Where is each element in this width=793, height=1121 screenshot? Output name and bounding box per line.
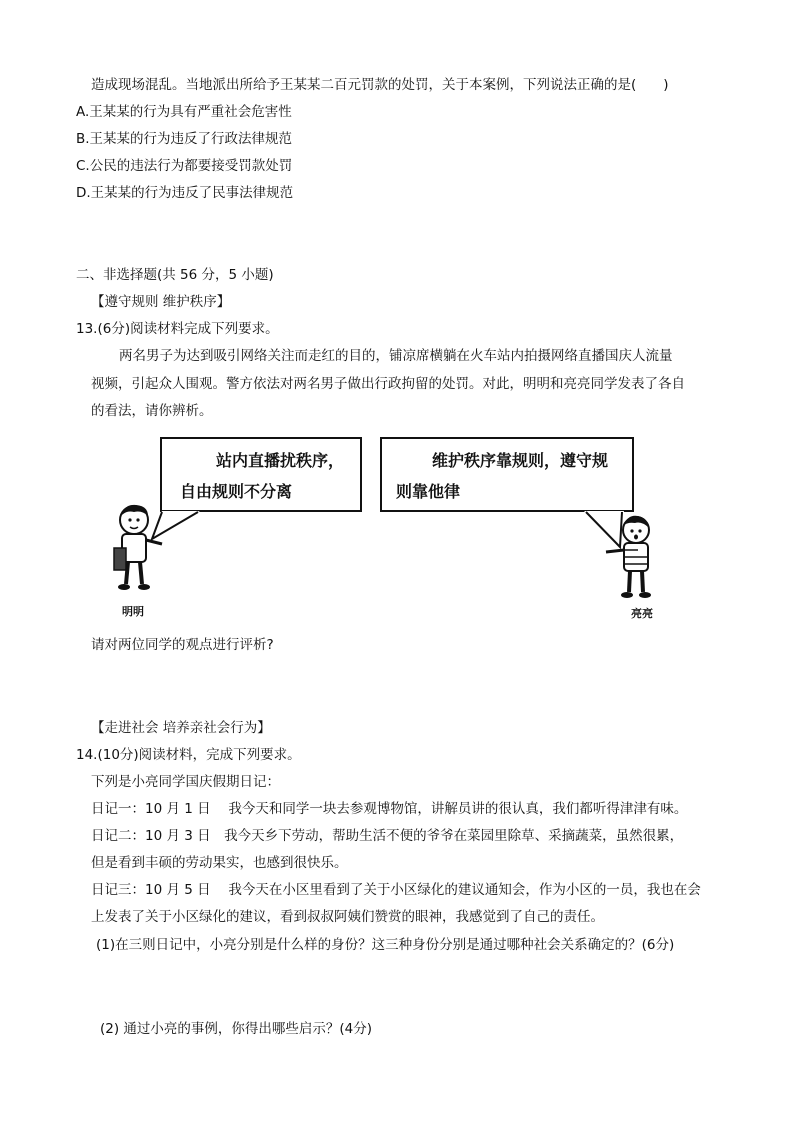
q12-option-d[interactable]: D.王某某的行为违反了民事法律规范 (76, 185, 294, 201)
q14-diary-3-cont: 上发表了关于小区绿化的建议，看到叔叔阿姨们赞赏的眼神，我感觉到了自己的责任。 (91, 909, 604, 925)
q14-sub-question-2: (2) 通过小亮的事例，你得出哪些启示？(4分) (100, 1021, 373, 1037)
speech-bubble-left (160, 437, 362, 512)
q14-diary-3: 日记三：10 月 5 日 我今天在小区里看到了关于小区绿化的建议通知会，作为小区的一员，我也在会 (91, 882, 701, 898)
q13-material-line-3: 的看法，请你辨析。 (91, 403, 213, 419)
q14-sub-question-1: (1)在三则日记中，小亮分别是什么样的身份？这三种身份分别是通过哪种社会关系确定的？(6分) (96, 937, 675, 953)
bubble-left-line-2: 自由规则不分离 (180, 482, 293, 501)
section-title: 二、非选择题(共 56 分，5 小题) (76, 267, 274, 283)
bubble-right-line-2: 则靠他律 (396, 482, 461, 501)
q12-option-b[interactable]: B.王某某的行为违反了行政法律规范 (76, 131, 293, 147)
q12-stem: 造成现场混乱。当地派出所给予王某某二百元罚款的处罚，关于本案例，下列说法正确的是( ) (91, 77, 669, 93)
name-label-left: 明明 (122, 605, 144, 618)
q14-diary-2: 日记二：10 月 3 日 我今天乡下劳动，帮助生活不便的爷爷在菜园里除草、采摘蔬菜，虽然很累， (91, 828, 684, 844)
bubble-right-line-1: 维护秩序靠规则，遵守规 (432, 451, 609, 470)
q14-intro: 下列是小亮同学国庆假期日记： (91, 774, 280, 790)
name-label-right: 亮亮 (631, 607, 653, 620)
q14-theme: 【走进社会 培养亲社会行为】 (91, 720, 271, 736)
q13-question: 请对两位同学的观点进行评析? (91, 637, 274, 653)
boy-right-illustration (600, 510, 670, 605)
q12-option-c[interactable]: C.公民的违法行为都要接受罚款处罚 (76, 158, 293, 174)
speech-bubble-right (380, 437, 634, 512)
q13-material-line-2: 视频，引起众人围观。警方依法对两名男子做出行政拘留的处罚。对此，明明和亮亮同学发表了各自 (91, 376, 685, 392)
q14-header: 14.(10分)阅读材料，完成下列要求。 (76, 747, 301, 763)
q14-diary-1: 日记一：10 月 1 日 我今天和同学一块去参观博物馆，讲解员讲的很认真，我们都听得津津有味。 (91, 801, 688, 817)
q13-material-line-1: 两名男子为达到吸引网络关注而走红的目的，铺凉席横躺在火车站内拍摄网络直播国庆人流量 (119, 348, 673, 364)
boy-left-illustration (104, 500, 174, 600)
q13-theme: 【遵守规则 维护秩序】 (91, 294, 231, 310)
q14-diary-2-cont: 但是看到丰硕的劳动果实，也感到很快乐。 (91, 855, 348, 871)
q13-header: 13.(6分)阅读材料完成下列要求。 (76, 321, 279, 337)
q12-option-a[interactable]: A.王某某的行为具有严重社会危害性 (76, 104, 292, 120)
bubble-left-line-1: 站内直播扰秩序， (216, 451, 345, 470)
